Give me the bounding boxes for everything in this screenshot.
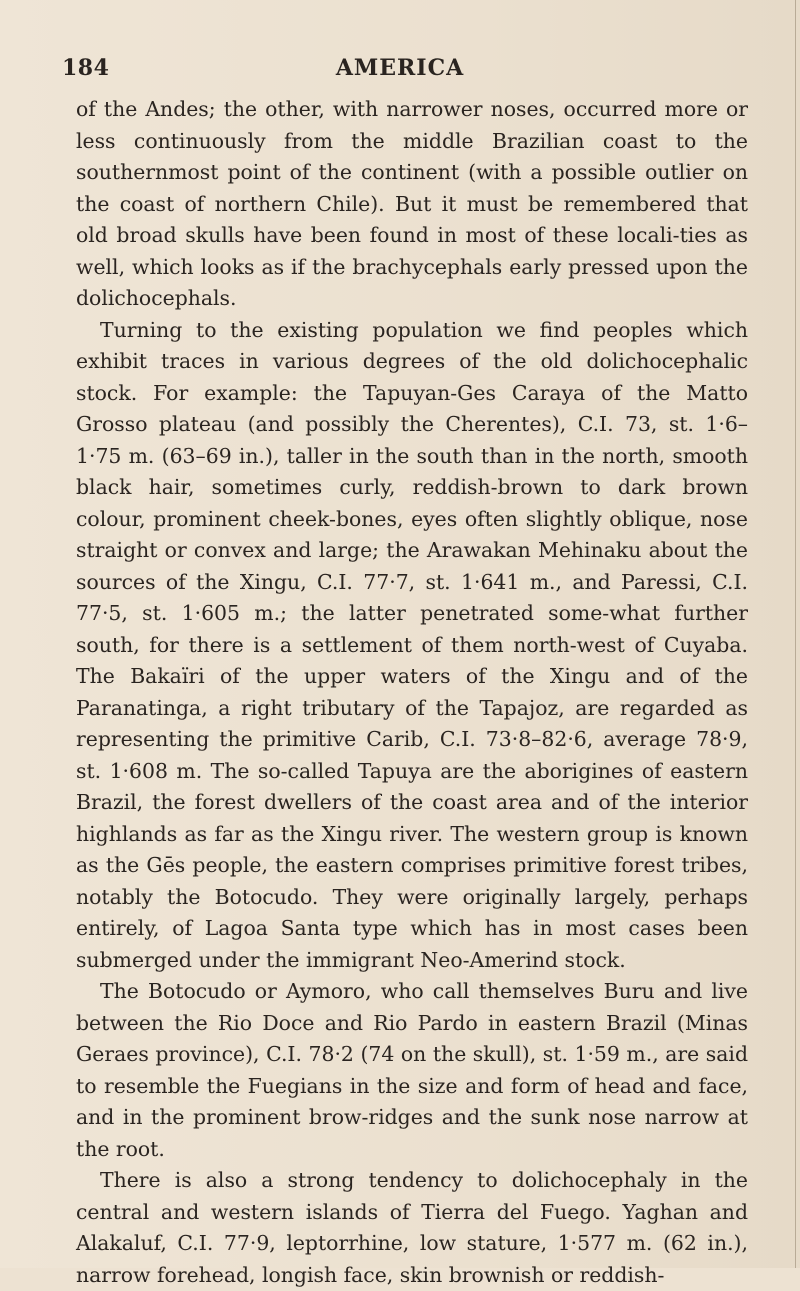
running-head (0, 55, 800, 85)
page-edge (795, 0, 796, 1268)
paragraph-tierra-del-fuego: There is also a strong tendency to dolichocephaly in the central and western islands of Tierra del Fuego. Yaghan and Alakaluf, C.I. 77·9, leptorrhine, low stature, 1·577 m. (62 in.), narrow forehead, longish face, skin brownish or reddish- (76, 1168, 748, 1287)
paragraph-existing-population: Turning to the existing population we find peoples which exhibit traces in various degrees of the old dolichocephalic stock. For example: the Tapuyan-Ges Caraya of the Matto Grosso plateau (and possibly the Cherentes), C.I. 73, st. 1·6–1·75 m. (63–69 in.), taller in the south than in the north, smooth black hair, sometimes curly, reddish-brown to dark brown colour, prominent cheek-bones, eyes often slightly oblique, nose straight or convex and large; the Arawakan Mehinaku about the sources of the Xingu, C.I. 77·7, st. 1·641 m., and Paressi, C.I. 77·5, st. 1·605 m.; the latter penetrated some-what further south, for there is a settlement of them north-west of Cuyaba. The Bakaïri of the upper waters of the Xingu and of the Paranatinga, a right tributary of the Tapajoz, are regarded as representing the primitive Carib, C.I. 73·8–82·6, average 78·9, st. 1·608 m. The so-called Tapuya are the aborigines of eastern Brazil, the forest dwellers of the coast area and of the interior highlands as far as the Xingu river. The western group is known as the Gēs people, the eastern comprises primitive forest tribes, notably the Botocudo. They were originally largely, perhaps entirely, of Lagoa Santa type which has in most cases been submerged under the immigrant Neo-Amerind stock. (76, 317, 748, 972)
body-text (76, 94, 748, 1291)
paragraph-continuation: of the Andes; the other, with narrower noses, occurred more or less continuously from the middle Brazilian coast to the southernmost point of the continent (with a possible outlier on the coast of northern Chile). But it must be remembered that old broad skulls have been found in most of these locali-ties as well, which looks as if the brachycephals early pressed upon the dolichocephals. (76, 97, 748, 310)
paragraph-botocudo: The Botocudo or Aymoro, who call themselves Buru and live between the Rio Doce and Rio Pardo in eastern Brazil (Minas Geraes province), C.I. 78·2 (74 on the skull), st. 1·59 m., are said to resemble the Fuegians in the size and form of head and face, and in the prominent brow-ridges and the sunk nose narrow at the root. (76, 979, 748, 1161)
running-title: AMERICA (335, 55, 465, 81)
page-number: 184 (62, 55, 110, 81)
